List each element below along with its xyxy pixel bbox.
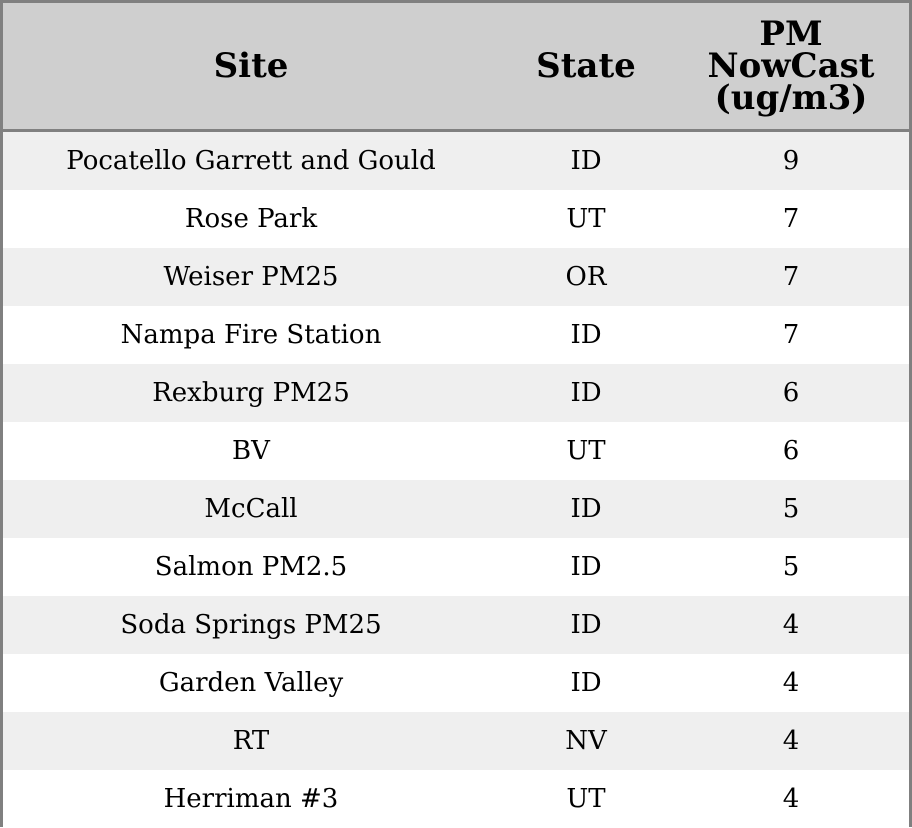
table-row [3,190,909,248]
cell-site: Rexburg PM25 [152,378,350,408]
cell-state: ID [570,146,602,176]
cell-pm-nowcast: 5 [782,494,800,524]
table-body [3,132,909,828]
table-row [3,770,909,828]
column-header-pm-nowcast [673,3,909,129]
column-header-site [3,3,499,129]
column-header-state [499,3,673,129]
cell-site: Rose Park [184,204,318,234]
cell-site: Garden Valley [158,668,344,698]
table-row [3,248,909,306]
cell-pm-nowcast: 7 [782,320,800,350]
table-row [3,422,909,480]
table-row [3,712,909,770]
cell-state: ID [570,668,602,698]
table-row [3,306,909,364]
cell-pm-nowcast: 9 [782,146,800,176]
cell-state: UT [566,204,606,234]
cell-site: McCall [204,494,298,524]
cell-site: BV [232,436,270,466]
cell-site: Herriman #3 [163,784,339,814]
cell-pm-nowcast: 5 [782,552,800,582]
cell-state: OR [565,262,607,292]
table-row [3,654,909,712]
cell-pm-nowcast: 4 [782,784,800,814]
table-row [3,480,909,538]
cell-state: ID [570,610,602,640]
table-header-row [3,3,909,132]
cell-site: RT [232,726,270,756]
cell-state: UT [566,436,606,466]
cell-pm-nowcast: 7 [782,204,800,234]
column-header-site-label: Site [213,46,289,86]
column-header-state-label: State [536,46,636,86]
cell-pm-nowcast: 7 [782,262,800,292]
cell-site: Nampa Fire Station [120,320,382,350]
cell-state: ID [570,552,602,582]
table-row [3,596,909,654]
cell-site: Pocatello Garrett and Gould [66,146,436,176]
cell-pm-nowcast: 4 [782,610,800,640]
cell-state: UT [566,784,606,814]
cell-pm-nowcast: 4 [782,726,800,756]
table-row [3,538,909,596]
cell-state: ID [570,378,602,408]
cell-site: Salmon PM2.5 [154,552,348,582]
table-row [3,132,909,190]
cell-site: Weiser PM25 [163,262,339,292]
column-header-pm-nowcast-label: PM NowCast (ug/m3) [707,14,875,118]
cell-pm-nowcast: 6 [782,378,800,408]
cell-pm-nowcast: 4 [782,668,800,698]
cell-pm-nowcast: 6 [782,436,800,466]
cell-site: Soda Springs PM25 [120,610,382,640]
cell-state: ID [570,320,602,350]
table-row [3,364,909,422]
cell-state: ID [570,494,602,524]
cell-state: NV [565,726,607,756]
